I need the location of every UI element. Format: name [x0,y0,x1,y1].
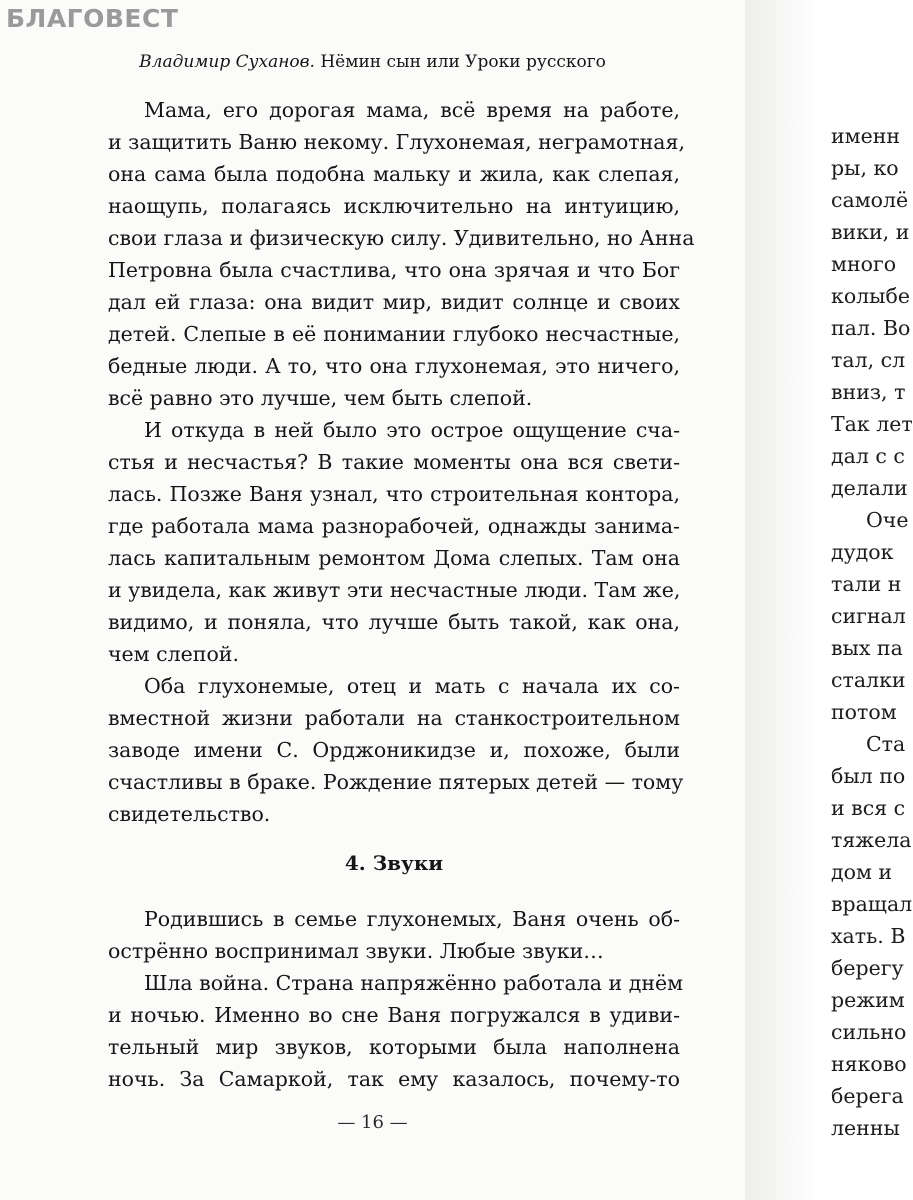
text-line: лась. Позже Ваня узнал, что строительная контора, [108,482,680,506]
text-line: видимо, и поняла, что лучше быть такой, как она, [108,610,680,634]
text-line: заводе имени С. Орджоникидзе и, похоже, были [108,738,680,762]
page-number: — 16 — [337,1112,408,1133]
running-head-title: Нёмин сын или Уроки русского [314,52,606,72]
right-page-line: берегу [831,956,904,980]
right-page-line: ленны [831,1116,900,1140]
text-line: всё равно это лучше, чем быть слепой. [108,386,533,410]
text-line: и защитить Ваню некому. Глухонемая, неграмотная, [108,130,685,154]
right-page-line: дом и [831,860,893,884]
right-page-line: делали [831,476,908,500]
text-line: острённо воспринимал звуки. Любые звуки… [108,939,604,963]
body-text-block-2 [108,903,684,1095]
right-page-line: дал с с [831,444,905,468]
running-head [0,50,745,74]
right-page-line: тяжела [831,828,912,852]
text-line: и ночью. Именно во сне Ваня погружался в удиви- [108,1003,680,1027]
text-line: дал ей глаза: она видит мир, видит солнце и своих [108,290,680,314]
text-line: вместной жизни работали на станкостроительном [108,706,680,730]
text-line: бедные люди. А то, что она глухонемая, это ничего, [108,354,680,378]
text-line: стья и несчастья? В такие моменты она вся свети- [108,450,680,474]
text-line: детей. Слепые в её понимании глубоко несчастные, [108,322,680,346]
right-page-line: именн [831,124,901,148]
text-line: свои глаза и физическую силу. Удивительно, но Анна [108,226,695,250]
right-page-line: пал. Во [831,316,911,340]
right-page-line: много [831,252,897,276]
right-page-fragment [817,0,913,1200]
text-line: она сама была подобна мальку и жила, как слепая, [108,162,680,186]
text-line: Родившись в семье глухонемых, Ваня очень об- [144,907,680,931]
page-gutter [745,0,817,1200]
text-line: Шла война. Страна напряжённо работала и днём [144,971,684,995]
right-page-line: вниз, т [831,380,906,404]
right-page-line: самолё [831,188,909,212]
right-page-line: и вся с [831,796,906,820]
text-line: Петровна была счастлива, что она зрячая и что Бог [108,258,680,282]
body-text-block-1 [108,94,695,830]
right-page-line: вращал [831,892,913,916]
right-page-line: сигнал [831,604,906,628]
right-page-line: режим [831,988,905,1012]
right-page-line: Оче [866,508,909,532]
right-page-line: Ста [866,732,906,756]
text-line: ночь. За Самаркой, так ему казалось, почему-то [108,1067,680,1091]
text-line: Мама, его дорогая мама, всё время на работе, [144,98,680,122]
right-page-line: тали н [831,572,902,596]
right-page-line: дудок [831,540,894,564]
right-page-line: берега [831,1084,904,1108]
right-page-line: тал, сл [831,348,906,372]
chapter-heading: 4. Звуки [344,851,444,875]
running-head-author: Владимир Суханов. [139,52,315,72]
right-page-line: был по [831,764,906,788]
text-line: свидетельство. [108,802,271,826]
text-line: И откуда в ней было это острое ощущение сча- [144,418,680,442]
right-page-line: вики, и [831,220,910,244]
watermark-logo: БЛАГОВЕСТ [6,4,179,33]
text-line: тельный мир звуков, которыми была наполнена [108,1035,680,1059]
text-line: чем слепой. [108,642,239,666]
text-line: лась капитальным ремонтом Дома слепых. Там она [108,546,680,570]
text-line: и увидела, как живут эти несчастные люди. Там же, [108,578,681,602]
right-page-line: сталки [831,668,906,692]
right-page-line: колыбе [831,284,910,308]
text-line: счастливы в браке. Рождение пятерых детей — тому [108,770,684,794]
right-page-line: потом [831,700,897,724]
right-page-line: вых па [831,636,903,660]
right-page-line: ры, ко [831,156,899,180]
right-page-line: сильно [831,1020,907,1044]
text-line: наощупь, полагаясь исключительно на интуицию, [108,194,680,218]
right-page-line: Так лет [831,412,913,436]
text-line: где работала мама разнорабочей, однажды занима- [108,514,680,538]
right-page-line: няково [831,1052,907,1076]
text-line: Оба глухонемые, отец и мать с начала их со- [144,674,680,698]
right-page-line: хать. В [831,924,906,948]
